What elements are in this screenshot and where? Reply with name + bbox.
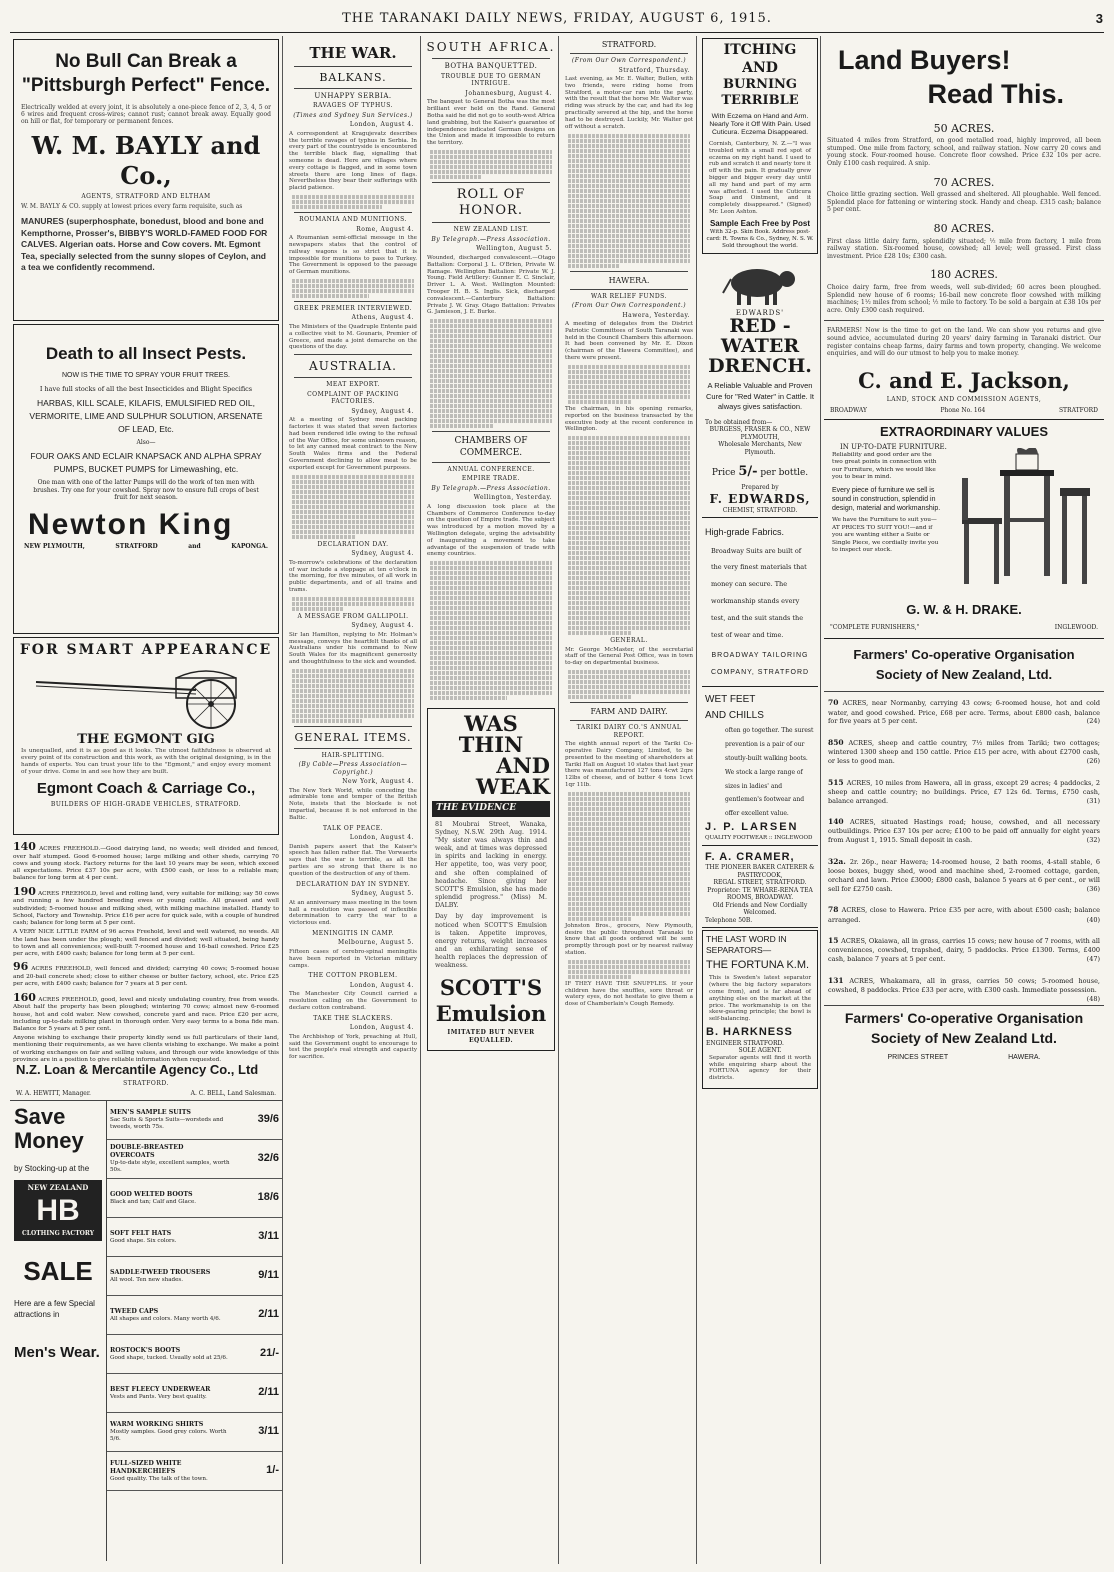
imitated-tagline: IMITATED BUT NEVER EQUALLED. bbox=[447, 1029, 535, 1044]
declaration-heading: DECLARATION DAY. bbox=[317, 540, 389, 548]
insect-products: HARBAS, KILL SCALE, KILAFIS, EMULSIFIED RED OIL, VERMORITE, LIME AND SULPHUR SOLUTION, ARSENATE OF LEAD, Etc. bbox=[29, 398, 263, 434]
column-5 bbox=[700, 36, 821, 1564]
empire-heading: EMPIRE TRADE. bbox=[461, 475, 521, 483]
column-3: SOUTH AFRICA. BOTHA BANQUETTED. TROUBLE DUE TO GERMAN INTRIGUE. Johannesburg, August 4. The banquet to General Botha was the most brilliant ever held on the Rand. General Botha said he did not go to south-west Africa land grabbing, but the Kaiser's guarantee of independence indicated German designs on the Union and made it impossible to return the territory. ROLL OF HONOR. NEW ZEALAND LIST. By Telegraph.—Press Association. Wellington, August 5. Wounded, discharged convalescent.—Otago Battalion: Corporal J. L. O'Brien, Private W. Ramage. Wellington Battalion: Private W. J. Young. Field Artillery: Gunner E. C. Sinclair, Driver L. A. West. Wellington Mounted: Trooper H. B. S. Inglis. Sick, discharged convalescent.—Canterbury Battalion: Private J. W. Gray. Otago Battalion: Privates G. Jamieson, J. E. Burke. CHAMBERS OF COMMERCE. ANNUAL CONFERENCE. EMPIRE TRADE. By Telegraph.—Press Association. Wellington, Yesterday. A long discussion took place at the Chambers of Commerce Conference to-day on the question of Empire trade. The subject was introduced by a motion moved by a Wellington delegate, urging the advisability of inaugurating a movement to take advantage of the suspension of trade with enemy countries. WAS THIN AND WEAK THE EVIDENCE 81 Moubrai Street, Wanaka, Sydney, N.S.W. 29th Aug. 1914. "My sister was always thin and weak, and at times was depressed in spirits and lacking in energy. Her appetite, too, was very poor, and she often complained of headache. Since giving her SCOTT'S Emulsion, she has made splendid progress." (Miss) M. DALBY. Day by day improvement is noticed when SCOTT'S Emulsion is taken. Appetite improves, energy returns, weight increases and an exhilarating sense of health replaces the depression of weakness. SCOTT'S Emulsion IMITATED BUT NEVER EQUALLED. bbox=[424, 36, 559, 1564]
farmers-coop-heading-2: Society of New Zealand, Ltd. bbox=[875, 667, 1053, 683]
column-2: THE WAR. BALKANS. UNHAPPY SERBIA. RAVAGES OF TYPHUS. (Times and Sydney Sun Services.) London, August 4. A correspondent at Kragujevatz describes the terrible ravages of typhus in Serbia. In every part of the countryside is encountered the terrible black flag, signalling that someone is dead. Here are villages where every cottage is flagged, and in some town streets there are long lines of flags. Nevertheless they bear their sufferings with placid patience. ROUMANIA AND MUNITIONS. Rome, August 4. A Roumanian semi-official message in the newspapers states that the control of railway wagons is so strict that it is impossible for munitions to pass to Turkey. The Government is opposed to the passage of German munitions. GREEK PREMIER INTERVIEWED. Athens, August 4. The Ministers of the Quadruple Entente paid a collective visit to M. Gounaris, Premier of Greece, and made a joint demarche on the questions of the day. AUSTRALIA. MEAT EXPORT. COMPLAINT OF PACKING FACTORIES. Sydney, August 4. At a meeting of Sydney meat packing factories it was stated that seven factories had been rendered idle owing to the refusal of the War Office, for some unknown reason, to let any canned meat contract to the New South Wales firms and the Federal Government declining to allow meat to be exported except for Government purposes. DECLARATION DAY. Sydney, August 4. To-morrow's celebrations of the declaration of war include a stoppage at ten o'clock in the morning, for five minutes, of all work in public departments, and of all trains and trams. A MESSAGE FROM GALLIPOLI. Sydney, August 4. Sir Ian Hamilton, replying to Mr. Holman's message, conveys the heartfelt thanks of all Australians under his command to New South Wales for its magnificent generosity and thoughtfulness to the sick and wounded. GENERAL ITEMS. HAIR-SPLITTING. (By Cable—Press Association—Copyright.) New York, August 4. The New York World, while conceding the admirable tone and temper of the British Note, insists that the blockade is not impartial, because it is not enforced in the Baltic. TALK OF PEACE. London, August 4. Danish papers assert that the Kaiser's speech has fallen rather flat. The Vorwaerts says that the war is terrible, as all the parties are so strong that there is no question of the destruction of any of them. DECLARATION DAY IN SYDNEY. Sydney, August 5. At an anniversary mass meeting in the town hall a resolution was passed of inflexible determination to carry the war to a victorious end. MENINGITIS IN CAMP. Melbourne, August 5. Fifteen cases of cerebro-spinal meningitis have been reported in Victorian military camps. THE COTTON PROBLEM. London, August 4. The Manchester City Council carried a resolution calling on the Government to declare cotton contraband. TAKE THE SLACKERS. London, August 4. The Archbishop of York, preaching at Hull, said the Government ought to encourage to test the people's real strength and capacity for sacrifice. bbox=[286, 36, 421, 1564]
edwards-label: EDWARDS' bbox=[735, 308, 785, 317]
town-stratford: STRATFORD bbox=[115, 543, 158, 551]
declaration-paragraph: To-morrow's celebrations of the declaration of war include a stoppage at ten o'clock in the morning, for five minutes, of all work in public departments, and of all trains and trams. bbox=[289, 559, 417, 593]
and-weak: AND WEAK bbox=[475, 753, 550, 800]
cotton-paragraph: The Manchester City Council carried a resolution calling on the Government to declare cotton contraband. bbox=[289, 991, 417, 1011]
botha-paragraph: The banquet to General Botha was the most brilliant ever held on the Rand. General Botha said he did not go to south-west Africa land grabbing, but the Kaiser's guarantee of independence indicated German designs on the Union and made it impossible to return the territory. bbox=[427, 99, 555, 147]
meningitis-heading: MENINGITIS IN CAMP. bbox=[312, 929, 394, 937]
hb-logo: NEW ZEALAND HB CLOTHING FACTORY bbox=[14, 1180, 102, 1242]
hb-here: Here are a few Special attractions in bbox=[14, 1298, 95, 1320]
roll-paragraph: Wounded, discharged convalescent.—Otago Battalion: Corporal J. L. O'Brien, Private W. Ramage. Wellington Battalion: Private W. J. Young. Field Artillery: Gunner E. C. Sinclair, Driver L. A. West. Wellington Mounted: Trooper H. B. S. Inglis. Sick, discharged convalescent.—Canterbury Battalion: Private J. W. Gray. Otago Battalion: Privates G. Jamieson, J. E. Burke. bbox=[427, 254, 555, 316]
hb-item-name: SOFT FELT HATS bbox=[110, 1229, 172, 1237]
nz-loan-staff bbox=[10, 1090, 282, 1102]
newton-king-towns bbox=[18, 543, 274, 551]
hb-item-name: ROSTOCK'S BOOTS bbox=[110, 1346, 181, 1354]
was-thin: WAS THIN bbox=[458, 711, 524, 758]
hb-item-desc: Up-to-date style, excellent samples, worth 50s. bbox=[110, 1160, 230, 1174]
nz-list-heading: NEW ZEALAND LIST. bbox=[453, 226, 529, 234]
hair-paragraph: The New York World, while conceding the admirable tone and temper of the British Note, insists that the blockade is not impartial, because it is not enforced in the Baltic. bbox=[289, 787, 417, 821]
drench-title: DRENCH. bbox=[708, 355, 812, 378]
f-edwards-name: F. EDWARDS, bbox=[709, 491, 811, 506]
wholesale: Wholesale Merchants, New Plymouth. bbox=[718, 441, 802, 456]
hb-item-price: 21/- bbox=[260, 1347, 279, 1360]
loan-salesman: A. C. BELL, Land Salesman. bbox=[190, 1089, 276, 1097]
chairman-paragraph: The chairman, in his opening remarks, reported on the business transacted by the executive body at the recent conference in Wellington. bbox=[565, 405, 693, 433]
serbia-heading: UNHAPPY SERBIA. bbox=[314, 91, 392, 100]
roll-of-honor-heading: ROLL OF HONOR. bbox=[456, 186, 526, 219]
scott-testimonial: 81 Moubrai Street, Wanaka, Sydney, N.S.W. 29th Aug. 1914. "My sister was always thin and weak, and at times was depressed in spirits and lacking in energy. Her appetite, too, was very poor, and she often complained of headache. Since giving her SCOTT'S Emulsion, she has made splendid progress." (Miss) M. DALBY. bbox=[435, 820, 547, 910]
hb-item-price: 18/6 bbox=[257, 1191, 279, 1204]
insect-line1: NOW IS THE TIME TO SPRAY YOUR FRUIT TREES. bbox=[61, 372, 231, 380]
cattle-illustration bbox=[715, 259, 805, 309]
hb-item-desc: Good quality. The talk of the town. bbox=[110, 1475, 208, 1482]
coop-sale-acres: 15 bbox=[828, 936, 842, 946]
insect-line2: I have full stocks of all the best Insecticides and Blight Specifics bbox=[39, 385, 253, 393]
hb-price-item bbox=[107, 1335, 282, 1374]
drake-furniture-advert bbox=[824, 420, 1104, 639]
coop-address: PRINCES STREET HAWERA. bbox=[887, 1053, 1041, 1061]
burgess-fraser: BURGESS, FRASER & CO., NEW PLYMOUTH, bbox=[709, 426, 811, 441]
hb-item-name: GOOD WELTED BOOTS bbox=[110, 1190, 193, 1198]
listing-very-nice: A VERY NICE LITTLE FARM of 96 acres Freehold, level and well watered, no weeds. All the land has been under the plough; well fenced and divided; well situated, being handy to town and all conveniences; well-built 7-roomed house and 16-bail cowshed. Price £25 per acre, with £400 cash; balance for long term at 5 per cent. bbox=[13, 929, 279, 958]
hb-price-item bbox=[107, 1452, 282, 1491]
reliability-text: Reliability and good order are the two great points in connection with our Furniture, which we would like you to bear in mind. bbox=[832, 451, 937, 481]
hb-item-desc: All shapes and colors. Many worth 4/6. bbox=[110, 1315, 221, 1322]
chambers-heading: CHAMBERS OF COMMERCE. bbox=[454, 436, 528, 458]
gig-body: Is unequalled, and it is as good as it looks. The utmost faithfulness is observed at every point of its construction and this work, as with the original designing, is in the hands of experts. You can trust your life to the "Egmont," and enjoy every moment of your drive. Come in and see how they are built. bbox=[21, 747, 271, 775]
general-items-heading: GENERAL ITEMS. bbox=[294, 730, 412, 744]
nz-loan-name: N.Z. Loan & Mercantile Agency Co., Ltd bbox=[16, 1062, 259, 1077]
hb-item-desc: Good shape, tucked. Usually sold at 25/6. bbox=[110, 1354, 228, 1361]
listing-160: 160 ACRES FREEHOLD, good, level and nicely undulating country, free from weeds. About half the property has been ploughed; wintering 70 cows; almost new 6-roomed house, hot and cold water. New cowshed, concrete yard and race. Price £20 per acre, including up-to-date milking plant in thorough order. Very easy terms to a bona fide man. Balance for 5 years at 5 per cent. bbox=[13, 990, 280, 1032]
evidence-label: THE EVIDENCE bbox=[432, 801, 550, 816]
cramer-name: F. A. CRAMER, bbox=[705, 850, 795, 863]
have-furniture-text: We have the Furniture to suit you—AT PRICES TO SUIT YOU!—and if you are wanting either a Suite or Single Piece, we cordially invite you to inspect our stock. bbox=[832, 517, 939, 554]
coop-sale-ref: (36) bbox=[1086, 884, 1100, 893]
upto-date: IN UP-TO-DATE FURNITURE. bbox=[840, 443, 947, 452]
hb-item-price: 32/6 bbox=[257, 1152, 279, 1165]
the-war-heading: THE WAR. bbox=[309, 44, 397, 62]
scotts-emulsion-advert bbox=[427, 708, 555, 1051]
fabrics-body: Broadway Suits are built of the very finest materials that money can secure. The workmanship stands every test, and the suit stands the test of wear and time. bbox=[711, 546, 807, 640]
scott-daybyday: Day by day improvement is noticed when SCOTT'S Emulsion is taken. Appetite improves, energy returns, weight increases and an exhilarating sense of health replaces the depression of weakness. bbox=[435, 913, 547, 970]
town-and: and bbox=[188, 543, 201, 551]
newspaper-title: THE TARANAKI DAILY NEWS, FRIDAY, AUGUST 6, 1915. bbox=[342, 11, 772, 26]
coop-sale-ref: (47) bbox=[1086, 955, 1100, 964]
hb-item-name: DOUBLE-BREASTED OVERCOATS bbox=[110, 1144, 184, 1160]
hb-item-price: 3/11 bbox=[258, 1425, 279, 1438]
hb-item-name: FULL-SIZED WHITE HANDKERCHIEFS bbox=[110, 1459, 182, 1475]
fortuna-name: THE FORTUNA K.M. bbox=[706, 958, 810, 971]
burning-heading: BURNING TERRIBLE bbox=[721, 77, 799, 109]
scotts-logo-1: SCOTT'S bbox=[439, 974, 543, 1000]
larsen-advert: WET FEET AND CHILLS often go together. The surest prevention is a pair of our stoutly-built walking boots. We stock a large range of sizes in ladies' and gentlemen's footwear and offer excellent value. J. P. LARSEN QUALITY FOOTWEAR :: INGLEWOOD bbox=[702, 689, 818, 845]
insect-title: Death to all Insect Pests. bbox=[45, 344, 247, 363]
drake-name: G. W. & H. DRAKE. bbox=[906, 601, 1022, 617]
hb-item-desc: Good shape. Six colors. bbox=[110, 1237, 177, 1244]
gallipoli-paragraph: Sir Ian Hamilton, replying to Mr. Holman's message, conveys the heartfelt thanks of all Australians under his command to New South Wales for its magnificent generosity and thoughtfulness to the sick and wounded. bbox=[289, 631, 417, 665]
harkness-name: B. HARKNESS bbox=[706, 1026, 793, 1039]
coop-sale-ref: (26) bbox=[1086, 756, 1100, 765]
hb-price-item bbox=[107, 1257, 282, 1296]
seventy-acres-body: Choice little grazing section. Well grassed and sheltered. All ploughable. Well fenced. Splendid place for fattening or wintering stock. Handy and cheap. £315 cash; balance 5 per cent. bbox=[827, 191, 1101, 214]
hb-item-name: SADDLE-TWEED TROUSERS bbox=[110, 1268, 211, 1276]
hb-save: Save Money bbox=[14, 1104, 84, 1154]
cuticura-testimonial: Cornish, Canterbury, N. Z.—"I was troubled with a small red spot of eczema on my right hand. I used to rub and scratch it and nearly tore it off with the pain. It gradually grew bigger and bigger every day until all my hand and part of my arm was affected. I used the Cuticura Soap and Ointment, and it completely disappeared." (Signed) Mr. Leon Ashton. bbox=[709, 140, 811, 216]
hb-item-price: 2/11 bbox=[258, 1308, 279, 1321]
bayly-agents: AGENTS, STRATFORD AND ELTHAM bbox=[81, 193, 211, 201]
farmers-coop-footer-1: Farmers' Co-operative Organisation bbox=[844, 1009, 1084, 1026]
one-eighty-acres-heading: 180 ACRES. bbox=[930, 268, 998, 282]
chambers-paragraph: A long discussion took place at the Chambers of Commerce Conference to-day on the question of Empire trade. The subject was introduced by a motion moved by a Wellington delegate, urging the advisability of inaugurating a movement to take advantage of the suspension of trade with enemy countries. bbox=[427, 503, 555, 558]
coop-sale-acres: 515 bbox=[828, 777, 847, 787]
itching-heading: ITCHING AND bbox=[723, 42, 797, 76]
meat-heading: MEAT EXPORT. bbox=[326, 381, 380, 389]
insect-note: One man with one of the latter Pumps will do the work of ten men with brushes. Try one for your cowshed. Spray now to ensure full crops of best fruit for next season. bbox=[33, 479, 259, 502]
masthead bbox=[10, 6, 1104, 33]
byline-times: (Times and Sydney Sun Services.) bbox=[293, 111, 413, 119]
hb-item-price: 1/- bbox=[266, 1464, 279, 1477]
hb-item-desc: Black and tan; Calf and Glace. bbox=[110, 1198, 197, 1205]
slackers-heading: TAKE THE SLACKERS. bbox=[313, 1014, 393, 1022]
coop-sale-text: ACRES, situated Hastings road; house, cowshed, and all necessary outbuildings. Price £37 10s per acre; £100 to be paid off annually for eight years from August 1, 1915. Small deposit in cash. bbox=[828, 818, 1100, 845]
broadway-tailoring-advert: High-grade Fabrics. Broadway Suits are built of the very finest materials that money can secure. The workmanship stands every test, and the suit stands the test of wear and time. BROADWAY TAILORING COMPANY, STRATFORD bbox=[702, 520, 818, 687]
sample-free: Sample Each Free by Post bbox=[709, 218, 811, 228]
intrigue-heading: TROUBLE DUE TO GERMAN INTRIGUE. bbox=[440, 72, 542, 88]
roumania-paragraph: A Roumanian semi-official message in the newspapers states that the control of railway wagons is so strict that it is impossible for munitions to pass to Turkey. The Government is opposed to the passage of German munitions. bbox=[289, 235, 417, 276]
typhus-paragraph: A correspondent at Kragujevatz describes the terrible ravages of typhus in Serbia. In every part of the countryside is encountered the terrible black flag, signalling that someone is dead. Here are villages where every cottage is flagged, and in some town streets there are long lines of flags. Nevertheless they bear their sufferings with placid patience. bbox=[289, 130, 417, 192]
coop-sale-acres: 140 bbox=[828, 817, 850, 827]
coop-sale-ref: (24) bbox=[1086, 717, 1100, 726]
coop-sales-list bbox=[824, 696, 1104, 1003]
coop-sale-ref: (40) bbox=[1086, 915, 1100, 924]
town-kaponga: KAPONGA. bbox=[231, 543, 268, 551]
hb-price-item bbox=[107, 1179, 282, 1218]
coop-sale-listing bbox=[824, 815, 1104, 847]
bayly-manures: MANURES (superphosphate, bonedust, blood and bone and Kempthorne, Prosser's, BIBBY'S WORLD-FAMED FOOD FOR CALVES. Algerian oats. Horse and Cow covers. Mt. Egmont Tea, specially selected from the sunny slopes of Ceylon, and a tea we confidently recommend. bbox=[21, 216, 268, 273]
eighty-acres-body: First class little dairy farm, splendidly situated; ½ mile from factory, 1 mile from railway station. Six-roomed house, cowshed; all level; well grassed. First class investment. Price £28 10s; £300 cash. bbox=[827, 237, 1101, 260]
coop-sale-listing bbox=[824, 776, 1104, 808]
hawera-heading: HAWERA. bbox=[608, 275, 650, 285]
furniture-illustration bbox=[956, 448, 1096, 598]
hb-price-item bbox=[107, 1101, 282, 1140]
insect-also: Also— bbox=[136, 439, 156, 447]
johnston-paragraph: Johnston Bros., grocers, New Plymouth, desire the public throughout Taranaki to know that all goods ordered will be sent promptly through post or by nearest railway station. bbox=[565, 922, 693, 956]
coop-sale-listing bbox=[824, 903, 1104, 926]
drake-footer: "COMPLETE FURNISHERS," INGLEWOOD. bbox=[830, 624, 1098, 632]
bayly-name: W. M. BAYLY and Co., bbox=[31, 131, 261, 191]
wet-feet-heading: WET FEET AND CHILLS bbox=[705, 694, 764, 722]
hb-item-price: 39/6 bbox=[257, 1113, 279, 1126]
farm-dairy-heading: FARM AND DAIRY. bbox=[590, 707, 668, 717]
war-relief-heading: WAR RELIEF FUNDS. bbox=[591, 292, 667, 300]
fortuna-body: This is Sweden's latest separator (where the big factory separators come from), and is far ahead of anything else on the market at the price. The workmanship is on the skew-gearing principle; the bowl is self-balancing. bbox=[709, 975, 811, 1023]
sample-address: With 32-p. Skin Book. Address post-card: R. Towns & Co., Sydney, N. S. W. Sold throughout the world. bbox=[706, 228, 814, 249]
cuticura-subhead: With Eczema on Hand and Arm. Nearly Tore it Off With Pain. Used Cuticura. Eczema Disappeared. bbox=[709, 112, 811, 137]
loan-listings bbox=[10, 838, 282, 1062]
fortuna-advert: THE LAST WORD IN SEPARATORS— THE FORTUNA K.M. This is Sweden's latest separator (where the big factory separators come from), and is far ahead of anything else on the market at the price. The workmanship is on the skew-gearing principle; the bowl is self-balancing. B. HARKNESS ENGINEER STRATFORD. SOLE AGENT. Separator agents will find it worth while enquiring sharp about the FORTUNA agency for their districts. bbox=[702, 930, 818, 1089]
seventy-acres-heading: 70 ACRES. bbox=[933, 175, 995, 189]
hb-sale-advert bbox=[10, 1101, 282, 1561]
typhus-heading: RAVAGES OF TYPHUS. bbox=[312, 102, 394, 110]
wet-feet-body: often go together. The surest prevention is a pair of our stoutly-built walking boots. We stock a large range of sizes in ladies' and gentlemen's footwear and offer excellent value. bbox=[725, 727, 814, 818]
every-piece-text: Every piece of furniture we sell is sound in construction, splendid in design, material and workmanship. bbox=[832, 487, 941, 513]
fence-title-2: "Pittsburgh Perfect" Fence. bbox=[21, 74, 271, 96]
column-1 bbox=[10, 36, 283, 1564]
fabrics-heading: High-grade Fabrics. bbox=[705, 527, 785, 538]
peace-paragraph: Danish papers assert that the Kaiser's speech has fallen rather flat. The Vorwaerts says that the war is terrible, as all the parties are so strong that there is no question of the destruction of any of them. bbox=[289, 843, 417, 877]
gallipoli-heading: A MESSAGE FROM GALLIPOLI. bbox=[297, 612, 409, 620]
eighty-acres-heading: 80 ACRES. bbox=[933, 221, 995, 235]
one-eighty-acres-body: Choice dairy farm, free from weeds, well sub-divided; 60 acres been ploughed. Splendid new house of 6 rooms; 16-bail new concrete floor cowshed with milking machines; 1½ miles from school; ½ mile to factory. To be sold a bargain at £38 10s per acre. Only £300 cash required. bbox=[827, 284, 1101, 314]
fence-title-1: No Bull Can Break a bbox=[55, 51, 237, 72]
hb-price-item bbox=[107, 1140, 282, 1179]
red-water-cure: A Reliable Valuable and Proven Cure for "Red Water" in Cattle. It always gives satisfaction. bbox=[706, 381, 814, 412]
coop-sale-acres: 850 bbox=[828, 738, 849, 748]
coop-sale-text: 2r. 26p., near Hawera; 14-roomed house, 2 bath rooms, 4-stall stable, 6 loose boxes, buggy shed, wood and machine shed, 2-roomed cottage, garden, orchard and lawn. Price £3000; £800 cash, balance 5 years at 6 per cent., or will sell for £2750 cash. bbox=[828, 858, 1100, 893]
hb-by: by Stocking-up at the bbox=[14, 1163, 90, 1173]
coop-sale-acres: 131 bbox=[828, 975, 850, 985]
south-africa-heading: SOUTH AFRICA. bbox=[426, 40, 556, 54]
hair-heading: HAIR-SPLITTING. bbox=[321, 751, 385, 759]
sydney-heading: DECLARATION DAY IN SYDNEY. bbox=[296, 880, 410, 888]
bayly-supply: W. M. BAYLY & CO. supply at lowest prices every farm requisite, such as bbox=[21, 202, 243, 210]
hb-item-name: MEN'S SAMPLE SUITS bbox=[110, 1109, 191, 1117]
sydney-paragraph: At an anniversary mass meeting in the town hall a resolution was passed of inflexible determination to carry the war to a victorious end. bbox=[289, 899, 417, 927]
cramer-advert: F. A. CRAMER, THE PIONEER BAKER CATERER & PASTRYCOOK, REGAL STREET, STRATFORD. Proprietor: TE WHARE-RENA TEA ROOMS, BROADWAY. Old Friends and New Cordially Welcomed. Telephone 50B. bbox=[702, 848, 818, 929]
listing-140: 140 ACRES FREEHOLD.—Good dairying land, no weeds; well divided and fenced, over half stumped. Good 6-roomed house; large milking and other sheds, carrying 70 cows and young stock. Factory returns for the last 10 years may be seen, which exceed all expectations. Price £37 10s per acre, with £500 cash, or less to a reliable man; balance for long term at 4 per cent. bbox=[13, 840, 279, 882]
complaint-heading: COMPLAINT OF PACKING FACTORIES. bbox=[307, 390, 399, 406]
hb-item-name: TWEED CAPS bbox=[110, 1307, 159, 1315]
coop-sale-acres: 78 bbox=[828, 905, 842, 915]
fifty-acres-body: Situated 4 miles from Stratford, on good metalled road, highly improved, all been stumped. One mile from factory, school, and railway station. Now carry 20 cows and young stock. Four-roomed house. Concrete floor cowshed. Price £32 10s per acre. Only £100 cash required. A snip. bbox=[827, 137, 1101, 167]
hb-item-price: 2/11 bbox=[258, 1386, 279, 1399]
hb-item-price: 3/11 bbox=[258, 1230, 279, 1243]
coop-sale-text: ACRES, near Normanby, carrying 43 cows; 6-roomed house, hot and cold water, and good cowshed. Price, £68 per acre. Terms, about £800 cash, balance for five years at 5 per cent. bbox=[828, 699, 1100, 726]
coop-sale-ref: (31) bbox=[1086, 796, 1100, 805]
hb-item-desc: Sac Suits & Sports Suits—worsteds and tweeds, worth 75s. bbox=[110, 1117, 224, 1131]
coop-sale-ref: (48) bbox=[1086, 994, 1100, 1003]
meningitis-paragraph: Fifteen cases of cerebro-spinal meningitis have been reported in Victorian military camps. bbox=[289, 948, 417, 969]
fence-body: Electrically welded at every joint, it is absolutely a one-piece fence of 2, 3, 4, 5 or 6 wires and frequent cross-wires; cannot rust; cannot break away. Equally good on hill or flat, for temporary or permanent fences. bbox=[21, 103, 271, 126]
general-paragraph: Mr. George McMaster, of the secretarial staff of the General Post Office, was in town to-day on departmental business. bbox=[565, 646, 693, 667]
nz-loan-town: STRATFORD. bbox=[123, 1080, 169, 1088]
insect-advert bbox=[13, 324, 279, 634]
botha-heading: BOTHA BANQUETTED. bbox=[444, 62, 538, 70]
stratford-paragraph: Last evening, as Mr. E. Walter, Bullen, with two friends, were riding home from Stratford, a motor-car ran into the party, with the result that the horse Mr. Walter was riding was struck by the car, and had its leg practically severed at the hip, and the horse had to be destroyed. Luckily, Mr. Walter got off without a scratch. bbox=[565, 76, 693, 130]
stratford-heading: STRATFORD. bbox=[601, 40, 657, 49]
coop-sale-text: ACRES, 10 miles from Hawera, all in grass, except 29 acres; 4 paddocks, 2 sheep and cattle country; no buildings. Price, £7 12s 6d. Terms, £750 cash, balance arranged. bbox=[828, 778, 1100, 805]
hb-item-desc: Vests and Pants. Very best quality. bbox=[110, 1393, 207, 1400]
roumania-heading: ROUMANIA AND MUNITIONS. bbox=[299, 216, 407, 224]
hb-left-panel bbox=[10, 1101, 107, 1561]
listing-exchange: Anyone wishing to exchange their property kindly send us full particulars of their land, mentioning their requirements, as we have clients wishing to exchange. We make a point of working exchanges on fair and selling values, and through our wide knowledge of this province are in a position to give reliable information when requested. bbox=[13, 1035, 279, 1062]
meat-paragraph: At a meeting of Sydney meat packing factories it was stated that seven factories had been rendered idle owing to the refusal of the War Office, for some unknown reason, to let any canned meat contract to the New South Wales firms and the Federal Government declining to allow meat to be exported except for Government purposes. bbox=[289, 417, 417, 471]
snuffles-paragraph: IF THEY HAVE THE SNUFFLES. If your children have the snuffles, sore throat or watery eyes, do not hesitate to give them a dose of Chamberlain's Cough Remedy. bbox=[565, 980, 693, 1008]
relief-paragraph: A meeting of delegates from the District Patriotic Committees of South Taranaki was held in the Council Chambers this afternoon. It had been convened by Mr. E. Dixon (chairman of the Hawera Committee), and there were present. bbox=[565, 321, 693, 362]
jackson-address: BROADWAY Phone No. 164 STRATFORD bbox=[824, 405, 1104, 420]
hb-item-desc: Mostly samples. Good grey colors. Worth 5/6. bbox=[110, 1429, 227, 1443]
hb-item-name: BEST FLEECY UNDERWEAR bbox=[110, 1385, 211, 1393]
coop-sale-listing bbox=[824, 855, 1104, 895]
tariki-paragraph: The eighth annual report of the Tariki Co-operative Dairy Company, Limited, to be presented to the meeting of shareholders at Tariki Hall on August 10 states that last year there was manufactured 127 tons 4cwt 2qrs 12lbs of cheese, and of butter 4 tons 1cwt 1qr 11lb. bbox=[565, 741, 693, 788]
gig-illustration bbox=[26, 660, 266, 730]
scotts-logo-2: Emulsion bbox=[435, 1000, 547, 1026]
red-water-advert: EDWARDS' RED - WATER DRENCH. A Reliable Valuable and Proven Cure for "Red Water" in Cattle. It always gives satisfaction. To be obtained from— BURGESS, FRASER & CO., NEW PLYMOUTH, Wholesale Merchants, New Plymouth. Price 5/- per bottle. Prepared by F. EDWARDS, CHEMIST, STRATFORD. bbox=[702, 256, 818, 519]
hb-item-desc: All wool. Ten new shades. bbox=[110, 1276, 184, 1283]
australia-heading: AUSTRALIA. bbox=[309, 359, 397, 374]
column-4: STRATFORD. (From Our Own Correspondent.) Stratford, Thursday. Last evening, as Mr. E. Walter, Bullen, with two friends, were riding home from Stratford, a motor-car ran into the party, with the result that the horse Mr. Walter was riding was struck by the car, and had its leg practically severed at the hip, and the horse had to be destroyed. Luckily, Mr. Walter got off without a scratch. HAWERA. WAR RELIEF FUNDS. (From Our Own Correspondent.) Hawera, Yesterday. A meeting of delegates from the District Patriotic Committees of South Taranaki was held in the Council Chambers this afternoon. It had been convened by Mr. E. Dixon (chairman of the Hawera Committee), and there were present. The chairman, in his opening remarks, reported on the business transacted by the executive body at the recent conference in Wellington. GENERAL. Mr. George McMaster, of the secretarial staff of the General Post Office, was in town to-day on departmental business. FARM AND DAIRY. TARIKI DAIRY CO.'S ANNUAL REPORT. The eighth annual report of the Tariki Co-operative Dairy Company, Limited, to be presented to the meeting of shareholders at Tariki Hall on August 10 states that last year there was manufactured 127 tons 4cwt 2qrs 12lbs of cheese, and of butter 4 tons 1cwt 1qr 11lb. Johnston Bros., grocers, New Plymouth, desire the public throughout Taranaki to know that all goods ordered will be sent promptly through post or by nearest railway station. IF THEY HAVE THE SNUFFLES. If your children have the snuffles, sore throat or watery eyes, do not hesitate to give them a dose of Chamberlain's Cough Remedy. bbox=[562, 36, 697, 1564]
hb-price-item bbox=[107, 1413, 282, 1452]
gig-name: THE EGMONT GIG bbox=[77, 731, 215, 747]
coop-sale-listing bbox=[824, 696, 1104, 728]
hb-price-item bbox=[107, 1374, 282, 1413]
coop-sale-text: ACRES, Okaiawa, all in grass, carries 15 cows; new house of 7 rooms, with all conveniences, cowshed, trapshed, dairy, 5 paddocks. Price £1300. Terms, £400 cash, balance 7 years at 5 per cent. bbox=[828, 937, 1100, 964]
hb-item-price: 9/11 bbox=[258, 1269, 279, 1282]
price-line: Price 5/- per bottle. bbox=[711, 464, 809, 480]
price-value: 5/- bbox=[738, 464, 758, 480]
newton-king-name: Newton King bbox=[28, 507, 234, 541]
coop-sale-ref: (32) bbox=[1086, 836, 1100, 845]
slackers-paragraph: The Archbishop of York, preaching at Hull, said the Government ought to encourage to test the people's real strength and capacity for sacrifice. bbox=[289, 1033, 417, 1061]
farmers-notice: FARMERS! Now is the time to get on the land. We can show you returns and give sound advice, accumulated during 20 years' dairy farming in Taranaki district. Our register contains cheap farms, dairy farms and town property, changing. We welcome enquiries, and will do our utmost to help you to make money. bbox=[827, 327, 1101, 358]
conference-heading: ANNUAL CONFERENCE. bbox=[447, 465, 535, 473]
hb-price-item bbox=[107, 1218, 282, 1257]
hb-sale: SALE bbox=[23, 1256, 93, 1287]
gig-title: FOR SMART APPEARANCE bbox=[19, 642, 273, 658]
coop-sale-text: ACRES, sheep and cattle country, 7½ miles from Tariki; two cottages; wintered 1300 sheep and 150 cattle. Price £15 per acre, with about £2700 cash, or less to good man. bbox=[828, 739, 1100, 765]
land-buyers-heading: Land Buyers! bbox=[838, 45, 1011, 75]
tariki-heading: TARIKI DAIRY CO.'S ANNUAL REPORT. bbox=[576, 724, 682, 739]
fifty-acres-heading: 50 ACRES. bbox=[933, 121, 995, 135]
read-this-heading: Read This. bbox=[927, 78, 1064, 109]
coop-sale-text: ACRES, Whakamara, all in grass, carries 50 cows; 5-roomed house, cowshed, 8 paddocks. Price £33 per acre, with £300 cash. Immediate possession. bbox=[828, 976, 1100, 995]
coop-sale-acres: 70 bbox=[828, 698, 843, 708]
red-water-title: RED - WATER bbox=[720, 315, 800, 358]
balkans-heading: BALKANS. bbox=[319, 70, 387, 84]
hb-price-list bbox=[107, 1101, 282, 1561]
insect-pumps: FOUR OAKS AND ECLAIR KNAPSACK AND ALPHA SPRAY PUMPS, BUCKET PUMPS for Limewashing, etc. bbox=[30, 450, 262, 474]
coop-sale-listing bbox=[824, 934, 1104, 966]
greek-paragraph: The Ministers of the Quadruple Entente paid a collective visit to M. Gounaris, Premier of Greece, and made a joint demarche on the questions of the day. bbox=[289, 323, 417, 351]
greek-heading: GREEK PREMIER INTERVIEWED. bbox=[293, 304, 413, 312]
last-word-heading: THE LAST WORD IN SEPARATORS— bbox=[706, 934, 787, 955]
loan-manager: W. A. HEWITT, Manager. bbox=[16, 1089, 91, 1097]
farmers-coop-heading-1: Farmers' Co-operative Organisation bbox=[853, 646, 1075, 662]
larsen-name: J. P. LARSEN bbox=[705, 821, 799, 833]
cuticura-advert bbox=[702, 38, 818, 254]
town-new-plymouth: NEW PLYMOUTH, bbox=[24, 543, 85, 551]
general-heading: GENERAL. bbox=[610, 637, 648, 645]
hb-price-item bbox=[107, 1296, 282, 1335]
listing-190: 190 ACRES FREEHOLD, level and rolling land, very suitable for milking; say 50 cows and running a few hundred breeding ewes or young cattle. All grassed and well subdivided; 5-roomed house and milking shed, with milking machine installed. Handy to School, Factory and Township. Price £16 per acre for quick sale, with a couple of hundred cash; balance for long term at 5 per cent. bbox=[13, 884, 280, 927]
column-6: Land Buyers! Read This. 50 ACRES. Situated 4 miles from Stratford, on good metalled road, highly improved, all been stumped. One mile from factory, school, and railway station. Now carry 20 cows and young stock. Four-roomed house. Concrete floor cowshed. Price £32 10s per acre. Only £100 cash required. A snip. 70 ACRES. Choice little grazing section. Well grassed and sheltered. All ploughable. Well fenced. Splendid place for fattening or wintering stock. Handy and cheap. £315 cash; balance 5 per cent. 80 ACRES. First class little dairy farm, splendidly situated; ½ mile from factory, 1 mile from railway station. Six-roomed house, cowshed; all level; well grassed. First class investment. Price £28 10s; £300 cash. 180 ACRES. Choice dairy farm, free from weeds, well sub-divided; 60 acres been ploughed. Splendid new house of 6 rooms; 16-bail new concrete floor cowshed with milking machines; 1½ miles from school; ½ mile to factory. To be sold a bargain at £38 10s per acre. Only £300 cash required. FARMERS! Now is the time to get on the land. We can show you returns and give sound advice, accumulated during 20 years' dairy farming in Taranaki district. Our register contains cheap farms, dairy farms and town property, changing. We welcome enquiries, and will do our utmost to help you to make money. C. and E. Jackson, LAND, STOCK AND COMMISSION AGENTS, BROADWAY Phone No. 164 STRATFORD EXTRAORDINARY VALUES IN UP-TO-DATE FURNITURE. Reliability and good order are the two great points in connection with our Furniture, which we would like you to bear in mind. Every piece of furniture we sell is sound in construction, splendid in design, material and workmanship. We have the Furniture to suit you—AT PRICES TO SUIT YOU!—and if you are wanting either a Suite or Single Piece, we cordially invite you to inspect our stock. G. W. & H. DRAKE. "COMPLETE FURNISHERS," INGLEWOOD. Farmers' Co-operative Organisation Society of New Zealand, Ltd. 70 ACRES, near Normanby, carrying 43 cows; 6-roomed house, hot and cold water, and good cowshed. Price, £68 per acre. Terms, about £800 cash, balance for five years at 5 per cent. (24) 850 ACRES, sheep and cattle country, 7½ miles from Tariki; two cottages; wintered 1300 sheep and 150 cattle. Price £15 per acre, with about £2700 cash, or less to good man. (26) 515 ACRES, 10 miles from Hawera, all in grass, except 29 acres; 4 paddocks, 2 sheep and cattle country; no buildings. Price, £7 12s 6d. Terms, £750 cash, balance arranged. (31) 140 ACRES, situated Hastings road; house, cowshed, and all necessary outbuildings. Price £37 10s per acre; £100 to be paid off annually for eight years from August 1, 1915. Small deposit in cash. (32) 32a. 2r. 26p., near Hawera; 14-roomed house, 2 bath rooms, 4-stall stable, 6 loose boxes, buggy shed, wood and machine shed, 2-roomed cottage, garden, orchard and lawn. Price £3000; £800 cash, balance 5 years at 6 per cent., or will sell for £2750 cash. (36) 78 ACRES, close to Hawera. Price £35 per acre, with about £500 cash; balance arranged. (40) 15 ACRES, Okaiawa, all in grass, carries 15 cows; new house of 7 rooms, with all conveniences, cowshed, trapshed, dairy, 5 paddocks. Price £1300. Terms, £400 cash, balance 7 years at 5 per cent. (47) 131 ACRES, Whakamara, all in grass, carries 50 cows; 5-roomed house, cowshed, 8 paddocks. Price £33 per acre, with £300 cash. Immediate possession. (48) Farmers' Co-operative Organisation Society of New Zealand Ltd. PRINCES STREET HAWERA. bbox=[824, 36, 1104, 1564]
coop-sale-listing bbox=[824, 974, 1104, 1003]
hb-item-name: WARM WORKING SHIRTS bbox=[110, 1421, 204, 1429]
hb-mens-wear: Men's Wear. bbox=[14, 1344, 100, 1362]
extraordinary-heading: EXTRAORDINARY VALUES bbox=[879, 423, 1049, 439]
peace-heading: TALK OF PEACE. bbox=[323, 824, 383, 832]
page-number: 3 bbox=[1095, 11, 1104, 26]
egmont-builders: BUILDERS OF HIGH-GRADE VEHICLES, STRATFORD. bbox=[50, 800, 242, 808]
jackson-name: C. and E. Jackson, bbox=[858, 367, 1070, 393]
farmers-coop-footer-2: Society of New Zealand Ltd. bbox=[871, 1030, 1057, 1047]
cotton-heading: THE COTTON PROBLEM. bbox=[308, 972, 398, 980]
listing-96: 96 ACRES FREEHOLD, well fenced and divided; carrying 40 cows; 5-roomed house and 20-bail concrete shed; close to either cheese or butter factory, school, etc. Price £25 per acre, with £400 cash; balance for 7 years at 5 per cent. bbox=[13, 960, 279, 988]
coop-sale-listing bbox=[824, 736, 1104, 768]
coop-sale-acres: 32a. bbox=[828, 857, 850, 866]
gig-advert bbox=[13, 637, 279, 835]
coop-sale-text: ACRES, close to Hawera. Price £35 per acre, with about £500 cash; balance arranged. bbox=[828, 906, 1100, 924]
fence-advert bbox=[13, 39, 279, 321]
egmont-coach-name: Egmont Coach & Carriage Co., bbox=[36, 780, 256, 797]
obtained-from: To be obtained from— bbox=[705, 418, 773, 426]
